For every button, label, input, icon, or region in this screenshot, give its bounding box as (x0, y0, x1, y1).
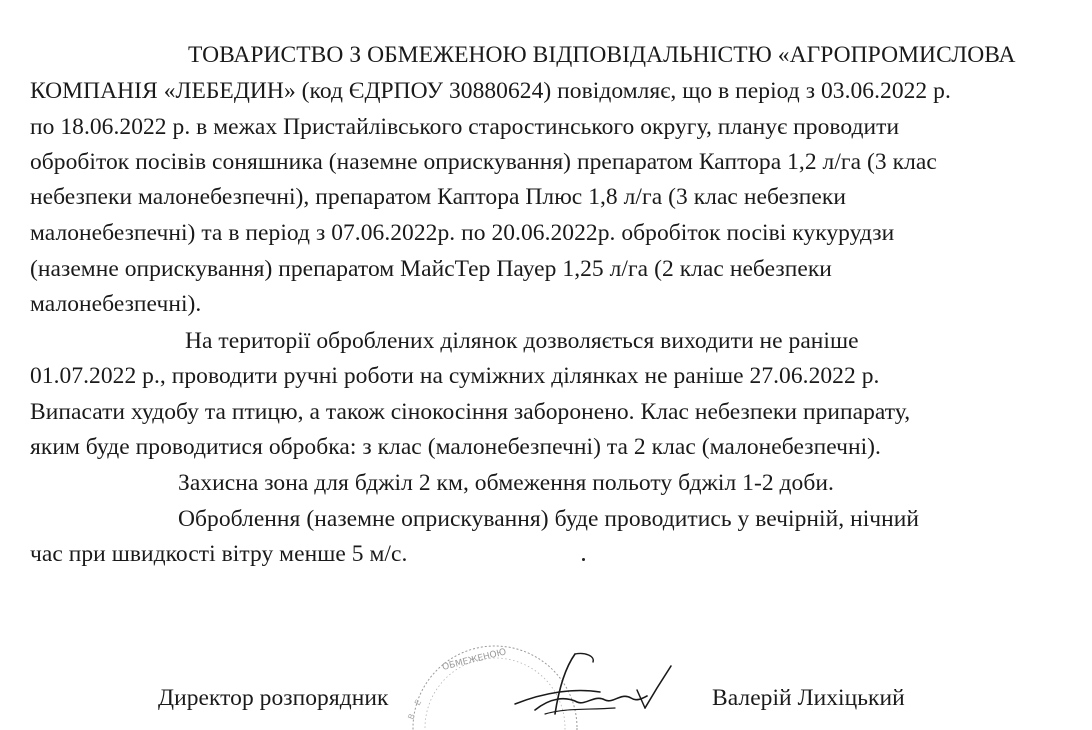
paragraph-line-9: На території оброблених ділянок дозволяється виходити не раніше (185, 328, 859, 354)
signatory-name: Валерій Лихіцький (712, 685, 905, 711)
paragraph-line-8: малонебезпечні). (30, 291, 202, 317)
paragraph-line-12: яким буде проводитися обробка: з клас (малонебезпечні) та 2 клас (малонебезпечні). (30, 434, 881, 460)
paragraph-line-15: час при швидкості вітру менше 5 м/с. (30, 541, 408, 567)
paragraph-line-11: Випасати худобу та птицю, а також сінокосіння заборонено. Клас небезпеки припарату, (30, 399, 911, 425)
stray-dot (582, 558, 585, 561)
paragraph-line-1: ТОВАРИСТВО З ОБМЕЖЕНОЮ ВІДПОВІДАЛЬНІСТЮ «АГРОПРОМИСЛОВА (188, 42, 1016, 68)
handwritten-signature (505, 648, 685, 724)
paragraph-line-4: обробіток посівів соняшника (наземне оприскування) препаратом Каптора 1,2 л/га (3 клас (30, 149, 937, 175)
paragraph-line-10: 01.07.2022 р., проводити ручні роботи на суміжних ділянках не раніше 27.06.2022 р. (30, 363, 880, 389)
signatory-position: Директор розпорядник (158, 685, 389, 711)
paragraph-line-6: малонебезпечні) та в період з 07.06.2022р. по 20.06.2022р. обробіток посіві кукурудзи (30, 220, 895, 246)
stamp-text: ОБМЕЖЕНОЮ (441, 647, 508, 673)
paragraph-line-3: по 18.06.2022 р. в межах Пристайлівського старостинського округу, планує проводити (30, 114, 900, 140)
paragraph-line-5: небезпеки малонебезпечні), препаратом Каптора Плюс 1,8 л/га (3 клас небезпеки (30, 184, 846, 210)
svg-text:Е: Е (412, 698, 424, 707)
paragraph-line-2: КОМПАНІЯ «ЛЕБЕДИН» (код ЄДРПОУ 30880624) повідомляє, що в період з 03.06.2022 р. (30, 78, 951, 104)
paragraph-line-7: (наземне оприскування) препаратом МайсТер Пауер 1,25 л/га (2 клас небезпеки (30, 256, 832, 282)
svg-text:В: В (406, 712, 417, 721)
paragraph-line-14: Оброблення (наземне оприскування) буде проводитись у вечірній, нічний (178, 506, 920, 532)
paragraph-line-13: Захисна зона для бджіл 2 км, обмеження польоту бджіл 1-2 доби. (178, 470, 834, 496)
